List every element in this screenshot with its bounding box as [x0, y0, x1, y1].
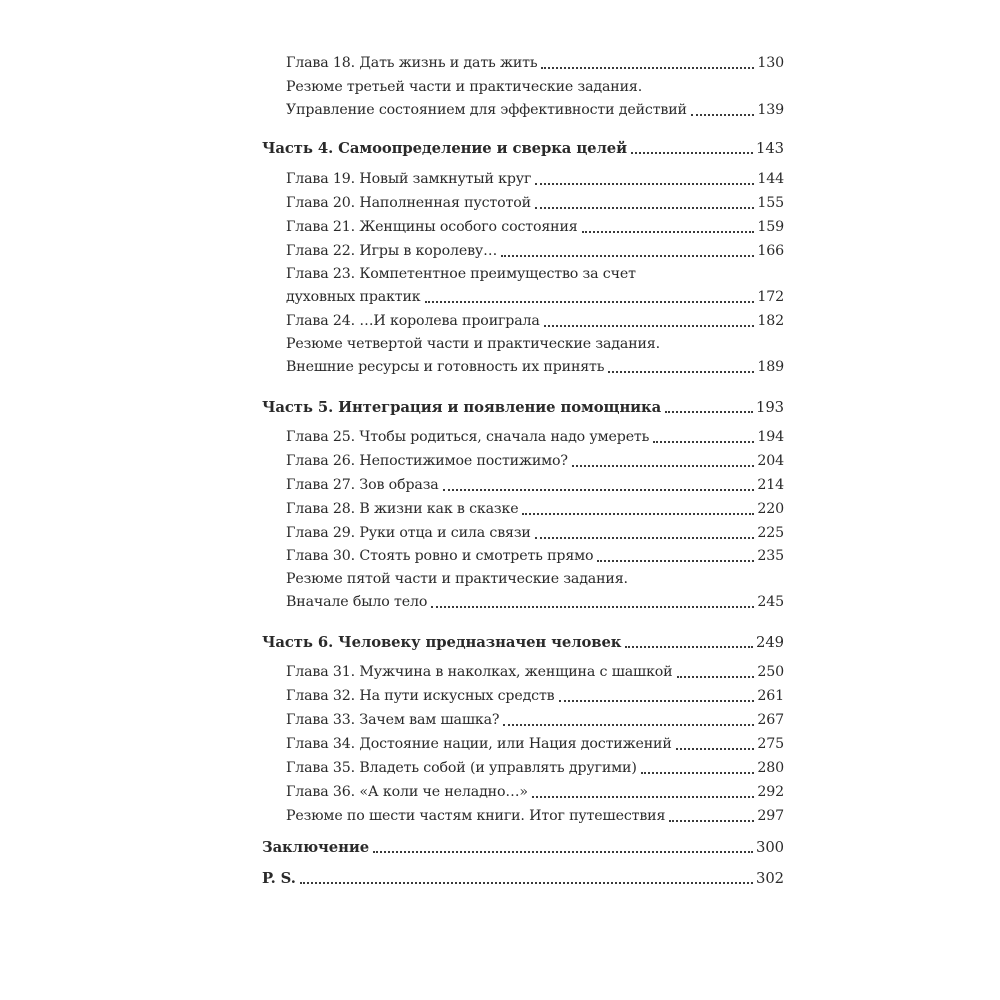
dot-leader — [597, 560, 754, 562]
entry-title: Глава 24. …И королева проиграла — [286, 313, 540, 329]
toc-entry-part-5 — [262, 396, 784, 419]
entry-page: 292 — [757, 784, 784, 800]
entry-page: 214 — [757, 477, 784, 493]
entry-title: Глава 32. На пути искусных средств — [286, 688, 555, 704]
entry-title: Глава 18. Дать жизнь и дать жить — [286, 55, 538, 71]
toc-entry-chapter-19 — [262, 168, 784, 191]
toc-entry-chapter-32 — [262, 685, 784, 708]
entry-page: 275 — [757, 736, 784, 752]
entry-title: Резюме по шести частям книги. Итог путешествия — [286, 808, 666, 824]
entry-title: Глава 20. Наполненная пустотой — [286, 195, 531, 211]
entry-title: Управление состоянием для эффективности действий — [286, 102, 687, 118]
entry-title: Глава 29. Руки отца и сила связи — [286, 525, 531, 541]
entry-title: Часть 5. Интеграция и появление помощника — [262, 399, 662, 416]
toc-entry-chapter-21 — [262, 216, 784, 239]
entry-page: 159 — [757, 219, 784, 235]
entry-title: Глава 22. Игры в королеву… — [286, 243, 498, 259]
entry-last-line — [286, 99, 784, 122]
toc-entry-chapter-20 — [262, 192, 784, 215]
entry-page: 280 — [757, 760, 784, 776]
entry-page: 166 — [757, 243, 784, 259]
entry-title: Глава 25. Чтобы родиться, сначала надо умереть — [286, 429, 650, 445]
entry-page: 204 — [757, 453, 784, 469]
entry-page: 139 — [757, 102, 784, 118]
entry-page: 182 — [757, 313, 784, 329]
toc-entry-chapter-28 — [262, 498, 784, 521]
entry-page: 225 — [757, 525, 784, 541]
entry-title: Глава 30. Стоять ровно и смотреть прямо — [286, 548, 594, 564]
entry-page: 302 — [756, 870, 784, 887]
entry-page: 250 — [757, 664, 784, 680]
toc-entry-chapter-36 — [262, 781, 784, 804]
dot-leader — [532, 796, 754, 798]
toc-entry-conclusion — [262, 836, 784, 859]
entry-last-line — [286, 591, 784, 614]
entry-page: 155 — [757, 195, 784, 211]
entry-title: Часть 4. Самоопределение и сверка целей — [262, 140, 627, 157]
entry-title: Внешние ресурсы и готовность их принять — [286, 359, 605, 375]
dot-leader — [535, 183, 754, 185]
entry-page: 245 — [757, 594, 784, 610]
entry-title: P. S. — [262, 870, 296, 887]
dot-leader — [535, 207, 754, 209]
entry-page: 267 — [757, 712, 784, 728]
dot-leader — [572, 465, 754, 467]
toc-entry-summary-part-4 — [262, 333, 784, 379]
entry-title: Глава 33. Зачем вам шашка? — [286, 712, 500, 728]
entry-title-line1: Резюме четвертой части и практические задания. — [286, 336, 660, 352]
dot-leader — [665, 411, 753, 413]
entry-page: 297 — [757, 808, 784, 824]
toc-entry-chapter-35 — [262, 757, 784, 780]
dot-leader — [373, 851, 753, 853]
dot-leader — [653, 441, 754, 443]
entry-title: Глава 31. Мужчина в наколках, женщина с шашкой — [286, 664, 673, 680]
dot-leader — [582, 231, 755, 233]
dot-leader — [559, 700, 755, 702]
dot-leader — [501, 255, 754, 257]
entry-last-line — [286, 286, 784, 309]
dot-leader — [541, 67, 754, 69]
entry-page: 194 — [757, 429, 784, 445]
dot-leader — [641, 772, 755, 774]
entry-title: Глава 34. Достояние нации, или Нация достижений — [286, 736, 672, 752]
entry-page: 189 — [757, 359, 784, 375]
toc-entry-chapter-27 — [262, 474, 784, 497]
entry-page: 172 — [757, 289, 784, 305]
dot-leader — [677, 676, 755, 678]
toc-entry-chapter-22 — [262, 240, 784, 263]
toc-entry-summary-part-3 — [262, 76, 784, 122]
entry-title: Часть 6. Человеку предназначен человек — [262, 634, 622, 651]
entry-page: 144 — [757, 171, 784, 187]
toc-entry-chapter-18 — [262, 52, 784, 75]
dot-leader — [535, 537, 755, 539]
dot-leader — [300, 882, 753, 884]
entry-page: 235 — [757, 548, 784, 564]
toc-entry-chapter-24 — [262, 310, 784, 333]
entry-title: Глава 27. Зов образа — [286, 477, 439, 493]
dot-leader — [431, 606, 754, 608]
dot-leader — [676, 748, 755, 750]
toc-entry-summary-all-parts — [262, 805, 784, 828]
entry-title-line1: Резюме пятой части и практические задания. — [286, 571, 628, 587]
entry-title: Вначале было тело — [286, 594, 428, 610]
toc-entry-part-4 — [262, 137, 784, 160]
toc-entry-chapter-25 — [262, 426, 784, 449]
entry-title: Глава 26. Непостижимое постижимо? — [286, 453, 568, 469]
entry-page: 300 — [756, 839, 784, 856]
toc-entry-chapter-33 — [262, 709, 784, 732]
entry-last-line — [286, 356, 784, 379]
entry-title: Заключение — [262, 839, 370, 856]
entry-page: 143 — [756, 140, 784, 157]
toc-entry-ps — [262, 867, 784, 890]
entry-title: Глава 21. Женщины особого состояния — [286, 219, 578, 235]
dot-leader — [522, 513, 754, 515]
entry-title: Глава 35. Владеть собой (и управлять другими) — [286, 760, 637, 776]
entry-page: 130 — [757, 55, 784, 71]
entry-title: Глава 19. Новый замкнутый круг — [286, 171, 532, 187]
dot-leader — [691, 114, 755, 116]
dot-leader — [669, 820, 754, 822]
toc-entry-chapter-30 — [262, 545, 784, 568]
entry-title: Глава 36. «А коли че неладно…» — [286, 784, 528, 800]
dot-leader — [631, 152, 753, 154]
toc-entry-summary-part-5 — [262, 568, 784, 614]
toc-entry-part-6 — [262, 631, 784, 654]
dot-leader — [625, 646, 753, 648]
entry-title: Глава 28. В жизни как в сказке — [286, 501, 519, 517]
entry-page: 193 — [756, 399, 784, 416]
entry-page: 249 — [756, 634, 784, 651]
dot-leader — [443, 489, 755, 491]
toc-entry-chapter-31 — [262, 661, 784, 684]
entry-page: 220 — [757, 501, 784, 517]
dot-leader — [425, 301, 755, 303]
toc-entry-chapter-34 — [262, 733, 784, 756]
entry-title-line1: Глава 23. Компетентное преимущество за счет — [286, 266, 636, 282]
dot-leader — [544, 325, 755, 327]
toc-entry-chapter-26 — [262, 450, 784, 473]
toc-entry-chapter-23 — [262, 263, 784, 309]
entry-title-line1: Резюме третьей части и практические задания. — [286, 79, 643, 95]
entry-title: духовных практик — [286, 289, 421, 305]
dot-leader — [608, 371, 754, 373]
dot-leader — [503, 724, 754, 726]
toc-entry-chapter-29 — [262, 522, 784, 545]
entry-page: 261 — [757, 688, 784, 704]
